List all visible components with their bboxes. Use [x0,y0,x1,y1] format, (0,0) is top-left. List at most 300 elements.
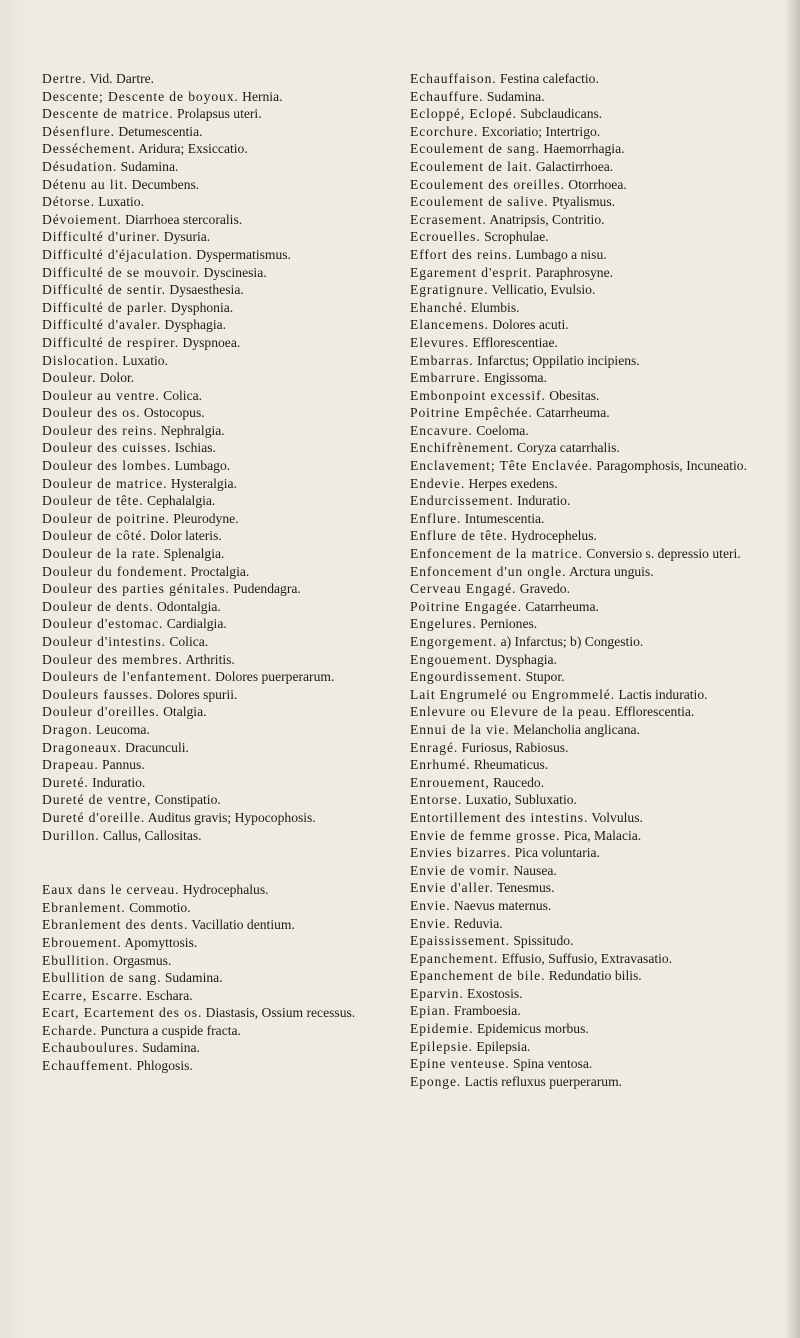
french-term: Ebrouement. [42,934,122,950]
latin-term: Catarrheuma. [525,598,599,614]
glossary-entry [410,352,766,370]
glossary-entry [42,580,394,598]
glossary-entry [42,264,394,282]
french-term: Douleur d'estomac. [42,616,164,632]
glossary-entry [410,686,766,704]
glossary-entry [42,422,394,440]
french-term: Difficulté de parler. [42,299,168,315]
glossary-entry [410,703,766,721]
glossary-entry [410,580,766,598]
latin-term: Luxatio. [98,194,144,210]
french-term: Douleur des os. [42,405,141,421]
glossary-entry [410,651,766,669]
french-term: Envie d'aller. [410,880,494,896]
latin-term: Lumbago. [174,458,231,474]
latin-term: Dolores puerperarum. [215,669,335,685]
french-term: Eponge. [410,1073,462,1089]
latin-term: Lactis induratio. [618,686,708,702]
french-term: Douleur de dents. [42,598,154,614]
french-term: Dureté d'oreille. [42,809,146,825]
french-term: Encavure. [410,422,473,438]
latin-term: Effusio, Suffusio, Extravasatio. [501,950,673,966]
french-term: Egratignure. [410,282,489,298]
latin-term: Intumescentia. [464,510,545,526]
glossary-entry [410,281,766,299]
latin-term: Apomyttosis. [124,934,198,950]
latin-term: Spissitudo. [513,933,574,949]
glossary-entry [410,140,766,158]
french-term: Enflure. [410,510,462,526]
latin-term: Colica. [169,634,209,649]
latin-term: Diastasis, Ossium recessus. [205,1005,356,1021]
glossary-entry [410,967,766,985]
french-term: Echarde. [42,1022,98,1038]
french-term: Difficulté d'éjaculation. [42,246,193,262]
latin-term: Epidemicus morbus. [477,1021,589,1037]
french-term: Elancemens. [410,317,489,333]
glossary-entry [42,598,394,616]
latin-term: Cardialgia. [166,616,227,632]
glossary-entry [410,739,766,757]
glossary-entry [42,193,394,211]
french-term: Douleur d'intestins. [42,634,166,649]
french-term: Ecarre, Escarre. [42,987,143,1003]
latin-term: Dolores spurii. [156,686,238,702]
french-term: Entorse. [410,792,463,808]
latin-term: Naevus maternus. [453,897,552,913]
glossary-entry [410,950,766,968]
french-term: Enflure de tête. [410,528,508,544]
latin-term: Paragomphosis, Incuneatio. [596,458,747,474]
glossary-entry [42,934,394,952]
french-term: Epian. [410,1003,451,1019]
latin-term: Arctura unguis. [569,563,654,579]
latin-term: Dyspermatismus. [196,246,291,262]
latin-term: Auditus gravis; Hypocophosis. [147,809,316,825]
latin-term: Otorrhoea. [568,176,627,192]
french-term: Douleur du fondement. [42,563,188,579]
french-term: Désenflure. [42,123,115,139]
latin-term: Exostosis. [467,985,523,1001]
french-term: Embonpoint excessif. [410,387,546,403]
latin-term: Tenesmus. [496,880,555,896]
glossary-entry [410,932,766,950]
glossary-entry [410,668,766,686]
french-term: Engouement. [410,651,493,667]
latin-term: Efflorescentia. [614,704,695,720]
latin-term: Vid. Dartre. [89,71,155,86]
latin-term: Hysteralgia. [170,475,237,491]
french-term: Engelures. [410,616,477,632]
section-gap [42,844,394,881]
french-term: Descente; Descente de boyoux. [42,88,239,104]
glossary-entry [42,827,394,845]
latin-term: Decumbens. [131,176,200,192]
french-term: Douleur de côté. [42,528,147,544]
glossary-entry [42,475,394,493]
glossary-entry [410,1055,766,1073]
latin-term: Elumbis. [470,299,520,315]
page-edge-shadow [786,0,800,1338]
latin-term: Herpes exedens. [468,475,558,491]
glossary-entry [410,774,766,792]
french-term: Epanchement de bile. [410,968,546,984]
latin-term: Sudamina. [164,970,223,986]
latin-term: Volvulus. [591,809,643,825]
glossary-entry [410,844,766,862]
glossary-entry [410,633,766,651]
glossary-entry [410,369,766,387]
glossary-entry [42,105,394,123]
french-term: Ecoulement de lait. [410,158,533,174]
latin-term: Luxatio. [122,352,168,368]
french-term: Douleur des reins. [42,422,158,438]
glossary-entry [42,668,394,686]
glossary-entry [42,791,394,809]
french-term: Desséchement. [42,141,136,157]
glossary-entry [410,193,766,211]
glossary-entry [42,316,394,334]
glossary-entry [410,439,766,457]
french-term: Envie de femme grosse. [410,827,561,843]
french-term: Douleur de la rate. [42,546,161,562]
latin-term: Hydrocephelus. [511,528,597,544]
latin-term: Detumescentia. [118,123,203,139]
latin-term: Ischias. [174,440,216,456]
french-term: Enrouement, [410,774,490,790]
glossary-entry [42,563,394,581]
glossary-entry [42,809,394,827]
french-term: Douleur de tête. [42,493,144,509]
latin-term: Paraphrosyne. [535,264,614,280]
french-term: Eaux dans le cerveau. [42,882,180,898]
french-term: Enfoncement de la matrice. [410,546,583,562]
glossary-entry [42,952,394,970]
french-term: Egarement d'esprit. [410,264,533,280]
french-term: Douleur des membres. [42,651,183,667]
latin-term: Coryza catarrhalis. [517,440,620,456]
glossary-entry [42,299,394,317]
french-term: Ecrouelles. [410,229,481,245]
glossary-entry [410,105,766,123]
glossary-entry [410,334,766,352]
french-term: Echauffaison. [410,71,497,86]
glossary-entry [410,615,766,633]
latin-term: Dysphagia. [495,651,557,667]
latin-term: Coeloma. [476,422,529,438]
latin-term: Sudamina. [120,158,179,174]
french-term: Ebranlement des dents. [42,917,189,933]
glossary-entry [410,475,766,493]
french-term: Poitrine Empêchée. [410,405,533,421]
latin-term: Pudendagra. [233,581,301,597]
glossary-entry [42,70,394,88]
glossary-entry [410,985,766,1003]
glossary-entry [42,899,394,917]
latin-term: Dolores acuti. [492,317,569,333]
french-term: Douleur d'oreilles. [42,704,160,720]
glossary-entry [410,1002,766,1020]
latin-term: Raucedo. [493,774,545,790]
french-term: Descente de matrice. [42,106,174,122]
glossary-entry [42,615,394,633]
glossary-entry [410,827,766,845]
french-term: Douleur. [42,370,97,386]
glossary-entry [42,686,394,704]
latin-term: Spina ventosa. [512,1056,593,1072]
latin-term: Splenalgia. [163,546,225,562]
glossary-entry [42,545,394,563]
glossary-entry [42,176,394,194]
glossary-entry [410,756,766,774]
glossary-entry [410,176,766,194]
latin-term: Haemorrhagia. [543,141,625,157]
french-term: Douleur de matrice. [42,475,168,491]
latin-term: Cephalalgia. [147,493,216,509]
glossary-entry [410,563,766,581]
french-term: Douleur de poitrine. [42,510,170,526]
french-term: Epilepsie. [410,1038,473,1054]
latin-term: Pleurodyne. [173,510,239,526]
glossary-entry [42,527,394,545]
glossary-entry [42,439,394,457]
latin-term: Hydrocephalus. [182,882,269,898]
french-term: Entortillement des intestins. [410,809,589,825]
latin-term: a) Infarctus; b) Congestio. [500,634,644,649]
glossary-entry [410,721,766,739]
latin-term: Callus, Callositas. [102,827,202,843]
french-term: Enlevure ou Elevure de la peau. [410,704,612,720]
glossary-entry [410,404,766,422]
french-term: Ecrasement. [410,211,487,227]
glossary-entry [410,598,766,616]
glossary-entry [42,721,394,739]
glossary-entry [42,1057,394,1075]
latin-term: Commotio. [129,899,191,915]
french-term: Epanchement. [410,950,499,966]
latin-term: Pica, Malacia. [563,827,642,843]
glossary-entry [42,916,394,934]
latin-term: Dracunculi. [125,739,189,755]
glossary-entry [410,264,766,282]
french-term: Douleur au ventre. [42,387,160,403]
glossary-entry [42,651,394,669]
latin-term: Sudamina. [142,1040,200,1056]
latin-term: Constipatio. [154,792,221,808]
french-term: Echauffement. [42,1058,134,1074]
french-term: Douleurs fausses. [42,686,154,702]
latin-term: Scrophulae. [484,229,549,245]
latin-term: Phlogosis. [136,1058,193,1074]
french-term: Dislocation. [42,352,119,368]
latin-term: Reduvia. [453,915,503,931]
glossary-entry [410,387,766,405]
french-term: Détorse. [42,194,95,210]
latin-term: Gravedo. [519,581,570,597]
french-term: Dragon. [42,721,93,737]
french-term: Embarrure. [410,370,481,386]
glossary-entry [410,88,766,106]
glossary-entry [42,334,394,352]
french-term: Endurcissement. [410,493,514,509]
glossary-entry [410,879,766,897]
french-term: Epine venteuse. [410,1056,510,1072]
glossary-entry [42,140,394,158]
french-term: Ecoulement des oreilles. [410,176,565,192]
glossary-entry [42,510,394,528]
glossary-entry [410,211,766,229]
latin-term: Orgasmus. [113,952,172,968]
latin-term: Pica voluntaria. [514,845,600,861]
french-term: Echauffure. [410,88,484,104]
latin-term: Perniones. [480,616,538,632]
french-term: Embarras. [410,352,474,368]
french-term: Douleur des cuisses. [42,440,172,456]
french-term: Effort des reins. [410,246,513,262]
french-term: Enfoncement d'un ongle. [410,563,567,579]
glossary-entry [42,739,394,757]
glossary-entry [410,299,766,317]
left-column [42,70,394,1075]
latin-term: Luxatio, Subluxatio. [465,792,577,808]
french-term: Cerveau Engagé. [410,581,517,597]
latin-term: Colica. [163,387,203,403]
latin-term: Dysphonia. [170,299,234,315]
glossary-entry [410,422,766,440]
latin-term: Nausea. [513,862,557,878]
latin-term: Framboesia. [453,1003,521,1019]
french-term: Difficulté d'avaler. [42,317,162,333]
latin-term: Lumbago a nisu. [515,246,607,262]
french-term: Ecloppé, Eclopé. [410,106,517,122]
latin-term: Ostocopus. [143,405,205,421]
latin-term: Dolor lateris. [150,528,222,544]
glossary-entry [42,1039,394,1057]
french-term: Ecoulement de salive. [410,194,549,210]
latin-term: Subclaudicans. [520,106,603,122]
glossary-entry [42,158,394,176]
latin-term: Excoriatio; Intertrigo. [481,123,601,139]
glossary-entry [42,987,394,1005]
latin-term: Dolor. [99,370,135,386]
latin-term: Melancholia anglicana. [513,721,640,737]
latin-term: Dyspnoea. [182,334,241,350]
latin-term: Ptyalismus. [551,194,616,210]
french-term: Eparvin. [410,985,464,1001]
glossary-entry [42,123,394,141]
latin-term: Galactirrhoea. [535,158,614,174]
latin-term: Furiosus, Rabiosus. [461,739,569,755]
french-term: Envie de vomir. [410,862,510,878]
right-column [410,70,766,1090]
french-term: Dévoiement. [42,211,122,227]
glossary-entry [42,369,394,387]
glossary-entry [410,457,766,475]
glossary-entry [410,1038,766,1056]
latin-term: Dysuria. [163,229,211,245]
french-term: Epaississement. [410,933,510,949]
french-term: Dertre. [42,71,87,86]
latin-term: Hernia. [242,88,283,104]
glossary-entry [42,352,394,370]
latin-term: Vacillatio dentium. [191,917,295,933]
latin-term: Diarrhoea stercoralis. [125,211,243,227]
latin-term: Vellicatio, Evulsio. [491,282,596,298]
glossary-entry [410,228,766,246]
latin-term: Redundatio bilis. [548,968,642,984]
latin-term: Engissoma. [483,370,547,386]
latin-term: Pannus. [102,757,145,773]
french-term: Durillon. [42,827,100,843]
glossary-entry [410,492,766,510]
latin-term: Dysphagia. [164,317,227,333]
french-term: Difficulté de sentir. [42,282,166,298]
glossary-entry [42,246,394,264]
glossary-entry [410,1073,766,1091]
glossary-entry [42,404,394,422]
glossary-entry [42,228,394,246]
glossary-entry [410,809,766,827]
french-term: Ebullition. [42,952,110,968]
latin-term: Odontalgia. [156,598,221,614]
latin-term: Induratio. [92,774,146,790]
french-term: Enragé. [410,739,459,755]
latin-term: Aridura; Exsiccatio. [138,141,248,157]
glossary-entry [410,70,766,88]
glossary-entry [42,281,394,299]
glossary-entry [42,457,394,475]
glossary-entry [410,316,766,334]
french-term: Ennui de la vie. [410,721,510,737]
french-term: Difficulté d'uriner. [42,229,161,245]
french-term: Envie. [410,915,451,931]
glossary-entry [410,246,766,264]
french-term: Dureté de ventre, [42,792,152,808]
latin-term: Lactis refluxus puerperarum. [464,1073,623,1089]
french-term: Détenu au lit. [42,176,129,192]
glossary-entry [42,88,394,106]
glossary-entry [410,791,766,809]
french-term: Ebullition de sang. [42,970,162,986]
french-term: Engourdissement. [410,669,523,685]
french-term: Lait Engrumelé ou Engrommelé. [410,686,616,702]
french-term: Engorgement. [410,634,498,649]
french-term: Enchifrènement. [410,440,514,456]
latin-term: Catarrheuma. [536,405,610,421]
french-term: Elevures. [410,334,470,350]
glossary-entry [410,527,766,545]
glossary-entry [42,633,394,651]
latin-term: Arthritis. [185,651,235,667]
latin-term: Conversio s. depressio uteri. [586,546,741,562]
latin-term: Anatripsis, Contritio. [489,211,605,227]
glossary-entry [410,897,766,915]
french-term: Ecart, Ecartement des os. [42,1005,203,1021]
french-term: Endevie. [410,475,466,491]
latin-term: Infarctus; Oppilatio incipiens. [477,352,640,368]
glossary-entry [410,510,766,528]
french-term: Difficulté de respirer. [42,334,180,350]
glossary-entry [42,1004,394,1022]
glossary-entry [42,756,394,774]
french-term: Dureté. [42,774,89,790]
french-term: Echauboulures. [42,1040,139,1056]
glossary-entry [42,774,394,792]
french-term: Difficulté de se mouvoir. [42,264,201,280]
latin-term: Stupor. [525,669,565,685]
glossary-entry [410,862,766,880]
french-term: Ecorchure. [410,123,479,139]
